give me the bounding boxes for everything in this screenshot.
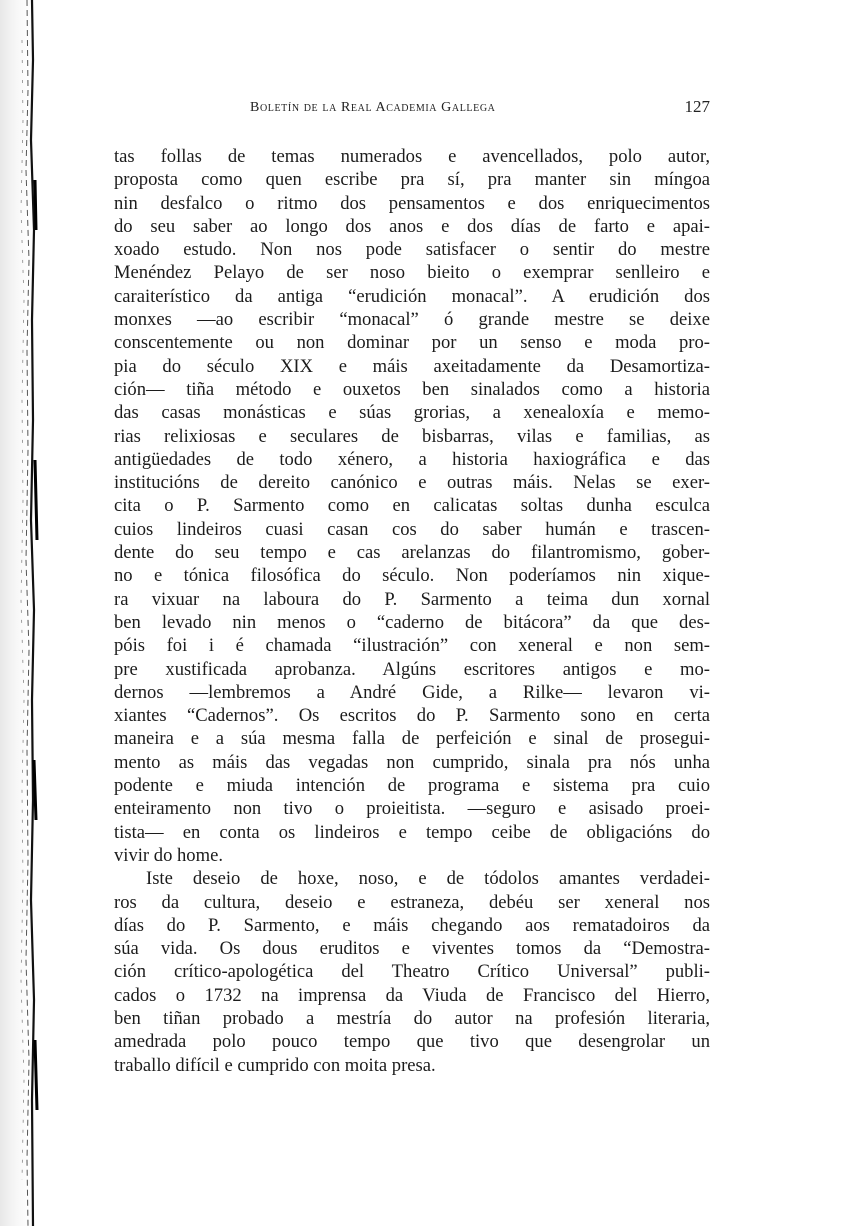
text-line: xiantes “Cadernos”. Os escritos do P. Sarmento sono en certa [114,705,710,727]
text-line: ción— tiña método e ouxetos ben sinalados como a historia [114,378,710,400]
text-line: súa vida. Os dous eruditos e viventes tomos da “Demostra- [114,938,710,960]
text-line: mento as máis das vegadas non cumprido, sinala pra nós unha [114,751,710,773]
running-head: Boletín de la Real Academia Gallega [250,100,496,115]
text-line: dernos —lembremos a André Gide, a Rilke— levaron vi- [114,681,710,703]
text-line: nin desfalco o ritmo dos pensamentos e dos enriquecimentos [114,192,710,214]
text-line: ción crítico-apologética del Theatro Crítico Universal” publi- [114,961,710,983]
text-line: proposta como quen escribe pra sí, pra manter sin míngoa [114,169,710,191]
text-line: enteiramento non tivo o proieitista. —seguro e asisado proei- [114,798,710,820]
text-line: póis foi i é chamada “ilustración” con xeneral e non sem- [114,635,710,657]
text-line: pre xustificada aprobanza. Algúns escritores antigos e mo- [114,658,710,680]
text-line: das casas monásticas e súas grorias, a xenealoxía e memo- [114,402,710,424]
text-line: ros da cultura, deseio e estraneza, debéu ser xeneral nos [114,891,710,913]
text-line: podente e miuda intención de programa e sistema pra cuio [114,775,710,797]
text-line: amedrada polo pouco tempo que tivo que desengrolar un [114,1031,710,1053]
text-line: cuios lindeiros cuasi casan cos do saber humán e trascen- [114,518,710,540]
text-line: caraiterístico da antiga “erudición monacal”. A erudición dos [114,285,710,307]
text-line: dente do seu tempo e cas arelanzas do filantromismo, gober- [114,542,710,564]
text-line: Menéndez Pelayo de ser noso bieito o exemprar senlleiro e [114,262,710,284]
text-line: no e tónica filosófica do século. Non poderíamos nin xique- [114,565,710,587]
text-line: cita o P. Sarmento como en calicatas soltas dunha esculca [114,495,710,517]
text-line: ra vixuar na laboura do P. Sarmento a teima dun xornal [114,588,710,610]
page-header [114,96,710,124]
text-line: tas follas de temas numerados e avencellados, polo autor, [114,146,710,167]
text-line: rias relixiosas e seculares de bisbarras, vilas e familias, as [114,425,710,447]
scan-binding-edge [0,0,40,1226]
text-line: do seu saber ao longo dos anos e dos días de farto e apai- [114,215,710,237]
text-line: maneira e a súa mesma falla de perfeición e sinal de prosegui- [114,728,710,750]
text-line: xoado estudo. Non nos pode satisfacer o sentir do mestre [114,239,710,261]
text-line: cados o 1732 na imprensa da Viuda de Francisco del Hierro, [114,984,710,1006]
text-line: traballo difícil e cumprido con moita presa. [114,1054,436,1076]
text-line: tista— en conta os lindeiros e tempo ceibe de obligacións do [114,821,710,843]
binding-shadow-graphic [0,0,40,1226]
text-line: vivir do home. [114,844,223,866]
page-number: 127 [684,97,710,116]
paragraph [114,145,710,867]
body-text [114,145,710,1077]
text-line: ben levado nin menos o “caderno de bitácora” da que des- [114,611,710,633]
text-line: monxes —ao escribir “monacal” ó grande mestre se deixe [114,309,710,331]
text-line: antigüedades de todo xénero, a historia haxiográfica e das [114,448,710,470]
text-line: ben tiñan probado a mestría do autor na profesión literaria, [114,1007,710,1029]
text-line: pia do século XIX e máis axeitadamente da Desamortiza- [114,355,710,377]
text-line: días do P. Sarmento, e máis chegando aos rematadoiros da [114,914,710,936]
text-line: conscentemente ou non dominar por un senso e moda pro- [114,332,710,354]
paragraph [114,867,710,1077]
text-line: institucións de dereito canónico e outras máis. Nelas se exer- [114,472,710,494]
text-line: Iste deseio de hoxe, noso, e de tódolos amantes verdadei- [146,868,710,890]
